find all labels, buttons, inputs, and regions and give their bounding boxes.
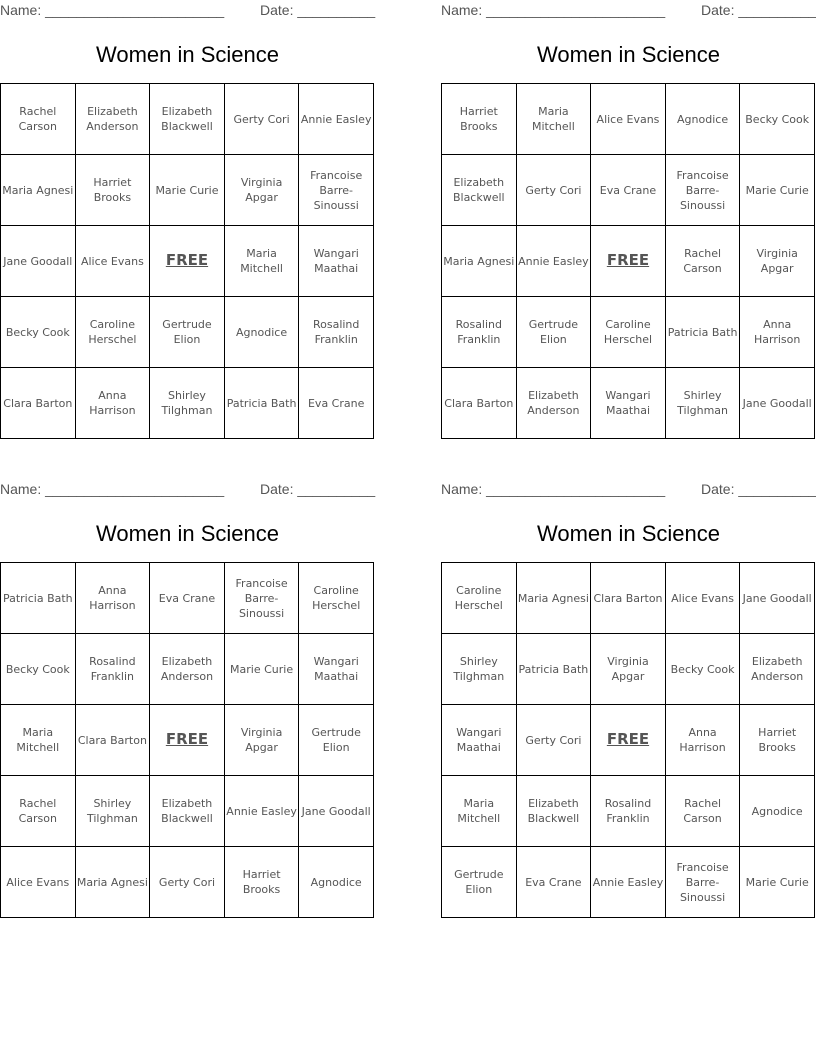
grid-row	[442, 563, 815, 634]
grid-cell: Rachel Carson	[1, 84, 76, 155]
grid-row	[1, 776, 374, 847]
grid-cell: Rachel Carson	[665, 226, 740, 297]
grid-cell: Elizabeth Anderson	[75, 84, 150, 155]
bingo-grid	[0, 83, 374, 439]
grid-cell: Alice Evans	[75, 226, 150, 297]
grid-cell: Harriet Brooks	[224, 847, 299, 918]
bingo-card-1	[0, 0, 375, 435]
grid-cell: Virginia Apgar	[224, 155, 299, 226]
grid-cell: Rachel Carson	[1, 776, 76, 847]
grid-cell: Anna Harrison	[75, 563, 150, 634]
grid-cell: Jane Goodall	[740, 368, 815, 439]
grid-cell: Becky Cook	[740, 84, 815, 155]
free-space: FREE	[606, 730, 650, 748]
grid-cell: Maria Agnesi	[516, 563, 591, 634]
date-label: Date: __________	[260, 481, 376, 497]
grid-cell: Patricia Bath	[665, 297, 740, 368]
grid-row	[442, 634, 815, 705]
card-title: Women in Science	[536, 521, 720, 546]
grid-cell: Eva Crane	[150, 563, 225, 634]
grid-cell: Alice Evans	[1, 847, 76, 918]
grid-cell: Marie Curie	[740, 847, 815, 918]
grid-cell: Maria Mitchell	[1, 705, 76, 776]
grid-row	[442, 84, 815, 155]
grid-cell: Gerty Cori	[516, 155, 591, 226]
grid-row	[442, 226, 815, 297]
grid-cell: Wangari Maathai	[299, 634, 374, 705]
grid-row	[1, 84, 374, 155]
grid-cell: Elizabeth Anderson	[516, 368, 591, 439]
grid-cell: Shirley Tilghman	[665, 368, 740, 439]
date-label: Date: __________	[260, 2, 376, 18]
card-header	[441, 0, 816, 22]
grid-cell: Gertrude Elion	[516, 297, 591, 368]
bingo-card-3	[0, 479, 375, 914]
free-space: FREE	[165, 251, 209, 269]
grid-cell: Becky Cook	[665, 634, 740, 705]
grid-row	[442, 368, 815, 439]
grid-cell: Francoise Barre-Sinoussi	[665, 847, 740, 918]
grid-cell: Francoise Barre-Sinoussi	[299, 155, 374, 226]
name-label: Name: _______________________	[441, 2, 666, 18]
grid-cell: Marie Curie	[224, 634, 299, 705]
grid-cell: Elizabeth Anderson	[150, 634, 225, 705]
grid-cell: Anna Harrison	[75, 368, 150, 439]
grid-cell: Maria Mitchell	[224, 226, 299, 297]
grid-cell: Shirley Tilghman	[75, 776, 150, 847]
grid-cell: Agnodice	[665, 84, 740, 155]
grid-cell: Wangari Maathai	[299, 226, 374, 297]
grid-cell: Virginia Apgar	[591, 634, 666, 705]
grid-cell: Marie Curie	[150, 155, 225, 226]
grid-cell: Shirley Tilghman	[442, 634, 517, 705]
grid-cell: Virginia Apgar	[224, 705, 299, 776]
grid-cell: Rosalind Franklin	[299, 297, 374, 368]
grid-cell: Rosalind Franklin	[442, 297, 517, 368]
grid-cell: Marie Curie	[740, 155, 815, 226]
card-title: Women in Science	[95, 42, 279, 67]
free-space: FREE	[606, 251, 650, 269]
grid-row	[1, 634, 374, 705]
grid-cell: Patricia Bath	[1, 563, 76, 634]
free-space-cell	[591, 226, 666, 297]
bingo-card-4	[441, 479, 816, 914]
grid-cell: Gerty Cori	[150, 847, 225, 918]
bingo-grid	[0, 562, 374, 918]
grid-cell: Elizabeth Blackwell	[150, 776, 225, 847]
grid-row	[442, 155, 815, 226]
grid-cell: Eva Crane	[299, 368, 374, 439]
name-label: Name: _______________________	[0, 2, 225, 18]
name-label: Name: _______________________	[441, 481, 666, 497]
date-label: Date: __________	[701, 481, 816, 497]
grid-cell: Shirley Tilghman	[150, 368, 225, 439]
grid-cell: Wangari Maathai	[442, 705, 517, 776]
grid-cell: Elizabeth Blackwell	[516, 776, 591, 847]
free-space-cell	[591, 705, 666, 776]
name-label: Name: _______________________	[0, 481, 225, 497]
grid-cell: Maria Agnesi	[442, 226, 517, 297]
grid-cell: Jane Goodall	[1, 226, 76, 297]
grid-cell: Rosalind Franklin	[75, 634, 150, 705]
card-title: Women in Science	[95, 521, 279, 546]
grid-cell: Eva Crane	[516, 847, 591, 918]
grid-cell: Clara Barton	[591, 563, 666, 634]
grid-row	[1, 705, 374, 776]
free-space: FREE	[165, 730, 209, 748]
grid-row	[442, 776, 815, 847]
grid-cell: Francoise Barre-Sinoussi	[224, 563, 299, 634]
grid-row	[442, 705, 815, 776]
grid-cell: Agnodice	[740, 776, 815, 847]
grid-cell: Rachel Carson	[665, 776, 740, 847]
grid-cell: Becky Cook	[1, 297, 76, 368]
grid-cell: Gertrude Elion	[299, 705, 374, 776]
grid-cell: Maria Agnesi	[75, 847, 150, 918]
free-space-cell	[150, 705, 225, 776]
grid-cell: Caroline Herschel	[299, 563, 374, 634]
grid-cell: Maria Mitchell	[516, 84, 591, 155]
grid-cell: Eva Crane	[591, 155, 666, 226]
bingo-grid	[441, 562, 815, 918]
grid-cell: Harriet Brooks	[442, 84, 517, 155]
grid-cell: Clara Barton	[75, 705, 150, 776]
grid-row	[1, 226, 374, 297]
grid-cell: Gerty Cori	[224, 84, 299, 155]
grid-row	[442, 297, 815, 368]
grid-cell: Harriet Brooks	[75, 155, 150, 226]
grid-cell: Clara Barton	[1, 368, 76, 439]
grid-cell: Harriet Brooks	[740, 705, 815, 776]
grid-cell: Patricia Bath	[224, 368, 299, 439]
date-label: Date: __________	[701, 2, 816, 18]
grid-cell: Annie Easley	[299, 84, 374, 155]
card-title: Women in Science	[536, 42, 720, 67]
grid-cell: Caroline Herschel	[75, 297, 150, 368]
grid-cell: Maria Agnesi	[1, 155, 76, 226]
grid-cell: Gertrude Elion	[150, 297, 225, 368]
grid-cell: Gerty Cori	[516, 705, 591, 776]
grid-cell: Alice Evans	[665, 563, 740, 634]
grid-cell: Caroline Herschel	[591, 297, 666, 368]
grid-cell: Jane Goodall	[299, 776, 374, 847]
grid-cell: Clara Barton	[442, 368, 517, 439]
grid-cell: Jane Goodall	[740, 563, 815, 634]
grid-cell: Gertrude Elion	[442, 847, 517, 918]
grid-cell: Annie Easley	[224, 776, 299, 847]
grid-row	[1, 368, 374, 439]
grid-cell: Wangari Maathai	[591, 368, 666, 439]
grid-cell: Annie Easley	[516, 226, 591, 297]
card-header	[0, 479, 375, 501]
bingo-card-2	[441, 0, 816, 435]
grid-row	[1, 155, 374, 226]
grid-cell: Maria Mitchell	[442, 776, 517, 847]
grid-cell: Caroline Herschel	[442, 563, 517, 634]
grid-cell: Alice Evans	[591, 84, 666, 155]
grid-row	[442, 847, 815, 918]
grid-cell: Anna Harrison	[740, 297, 815, 368]
grid-cell: Rosalind Franklin	[591, 776, 666, 847]
grid-cell: Agnodice	[224, 297, 299, 368]
bingo-grid	[441, 83, 815, 439]
grid-cell: Agnodice	[299, 847, 374, 918]
grid-cell: Elizabeth Blackwell	[150, 84, 225, 155]
grid-cell: Virginia Apgar	[740, 226, 815, 297]
grid-cell: Annie Easley	[591, 847, 666, 918]
grid-row	[1, 563, 374, 634]
grid-cell: Francoise Barre-Sinoussi	[665, 155, 740, 226]
grid-cell: Elizabeth Blackwell	[442, 155, 517, 226]
grid-cell: Anna Harrison	[665, 705, 740, 776]
card-header	[441, 479, 816, 501]
grid-cell: Elizabeth Anderson	[740, 634, 815, 705]
grid-cell: Patricia Bath	[516, 634, 591, 705]
grid-row	[1, 297, 374, 368]
grid-row	[1, 847, 374, 918]
grid-cell: Becky Cook	[1, 634, 76, 705]
free-space-cell	[150, 226, 225, 297]
card-header	[0, 0, 375, 22]
